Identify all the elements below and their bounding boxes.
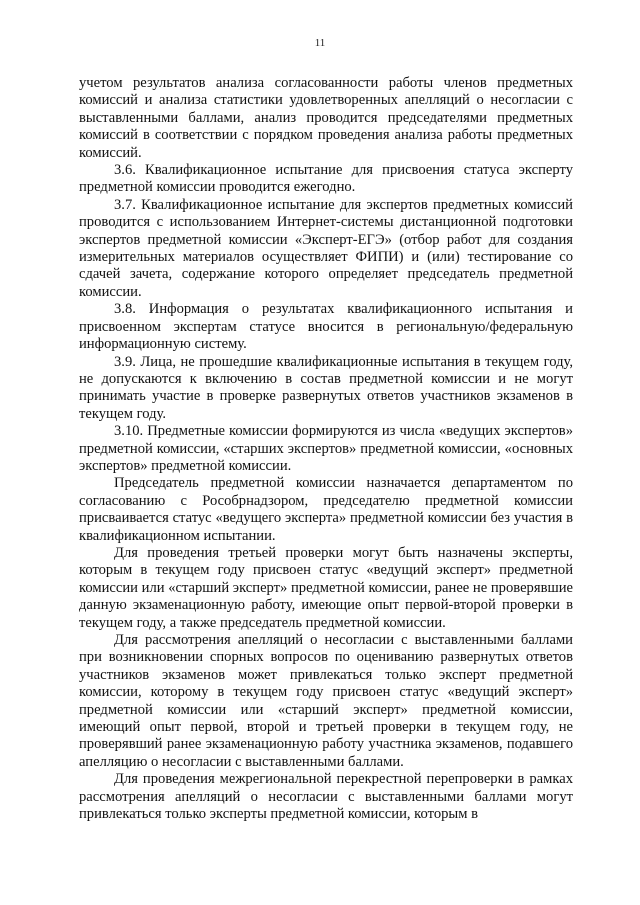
- paragraph-cross-check: Для проведения межрегиональной перекрестной перепроверки в рамках рассмотрения апелляций о несогласии с выставленными баллами могут привлекаться только эксперты предметной комиссии, которым в: [79, 771, 573, 823]
- paragraph-3-6: 3.6. Квалификационное испытание для присвоения статуса эксперту предметной комиссии проводится ежегодно.: [79, 162, 573, 196]
- paragraph-third-check: Для проведения третьей проверки могут быть назначены эксперты, которым в текущем году присвоен статус «ведущий эксперт» предметной комиссии или «старший эксперт» предметной комиссии, ранее не проверявшие данную экзаменационную работу, имеющие опыт первой-второй проверки в текущем году, а также председатель предметной комиссии.: [79, 544, 573, 631]
- paragraph-chairman-appointment: Председатель предметной комиссии назначается департаментом по согласованию с Рособрнадзором, председателю предметной комиссии присваивается статус «ведущего эксперта» предметной комиссии без участия в квалификационном испытании.: [79, 475, 573, 544]
- paragraph-continuation: учетом результатов анализа согласованности работы членов предметных комиссий и анализа статистики удовлетворенных апелляций о несогласии с выставленными баллами, анализ проводится председателями предметных комиссий в соответствии с порядком проведения анализа работы предметных комиссий.: [79, 75, 573, 161]
- paragraph-3-10: 3.10. Предметные комиссии формируются из числа «ведущих экспертов» предметной комиссии, «старших экспертов» предметной комиссии, «основных экспертов» предметной комиссии.: [79, 423, 573, 474]
- paragraph-appeals: Для рассмотрения апелляций о несогласии с выставленными баллами при возникновении спорных вопросов по оцениванию развернутых ответов участников экзаменов может привлекаться только эксперт предметной комиссии, которому в текущем году присвоен статус «ведущий эксперт» предметной комиссии или «старший эксперт» предметной комиссии, имеющий опыт первой, второй и третьей проверки в текущем году, не проверявший ранее экзаменационную работу участника экзаменов, подавшего апелляцию о несогласии с выставленными баллами.: [79, 632, 573, 770]
- paragraph-3-7: 3.7. Квалификационное испытание для экспертов предметных комиссий проводится с использованием Интернет-системы дистанционной подготовки экспертов предметной комиссии «Эксперт-ЕГЭ» (отбор работ для создания измерительных материалов осуществляет ФИПИ) и (или) тестирование со сдачей зачета, содержание которого определяет председатель предметной комиссии.: [79, 196, 573, 300]
- paragraph-3-8: 3.8. Информация о результатах квалификационного испытания и присвоенном экспертам статусе вносится в региональную/федеральную информационную систему.: [79, 301, 573, 353]
- paragraph-3-9: 3.9. Лица, не прошедшие квалификационные испытания в текущем году, не допускаются к включению в состав предметной комиссии и не могут принимать участие в проверке развернутых ответов участников экзаменов в текущем году.: [79, 353, 573, 422]
- page-number: 11: [314, 37, 326, 49]
- document-body: [79, 75, 573, 823]
